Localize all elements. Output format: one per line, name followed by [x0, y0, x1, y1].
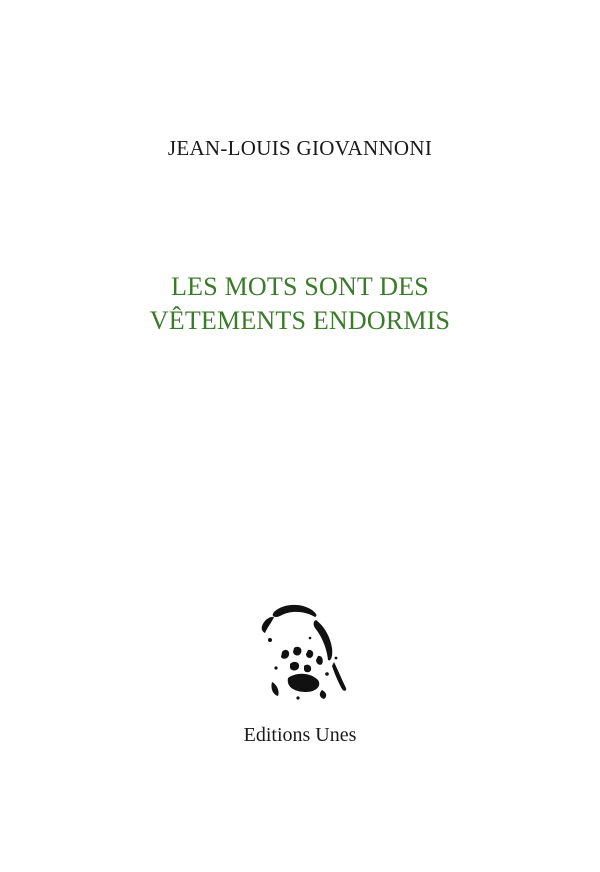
book-title-line-1: LES MOTS SONT DES	[171, 272, 429, 301]
author-name: JEAN-LOUIS GIOVANNONI	[167, 136, 433, 160]
book-title	[0, 270, 600, 338]
publisher-name: Editions Unes	[243, 724, 357, 746]
book-title-line-2: VÊTEMENTS ENDORMIS	[149, 306, 451, 335]
ink-face-drawing-icon	[252, 600, 352, 705]
